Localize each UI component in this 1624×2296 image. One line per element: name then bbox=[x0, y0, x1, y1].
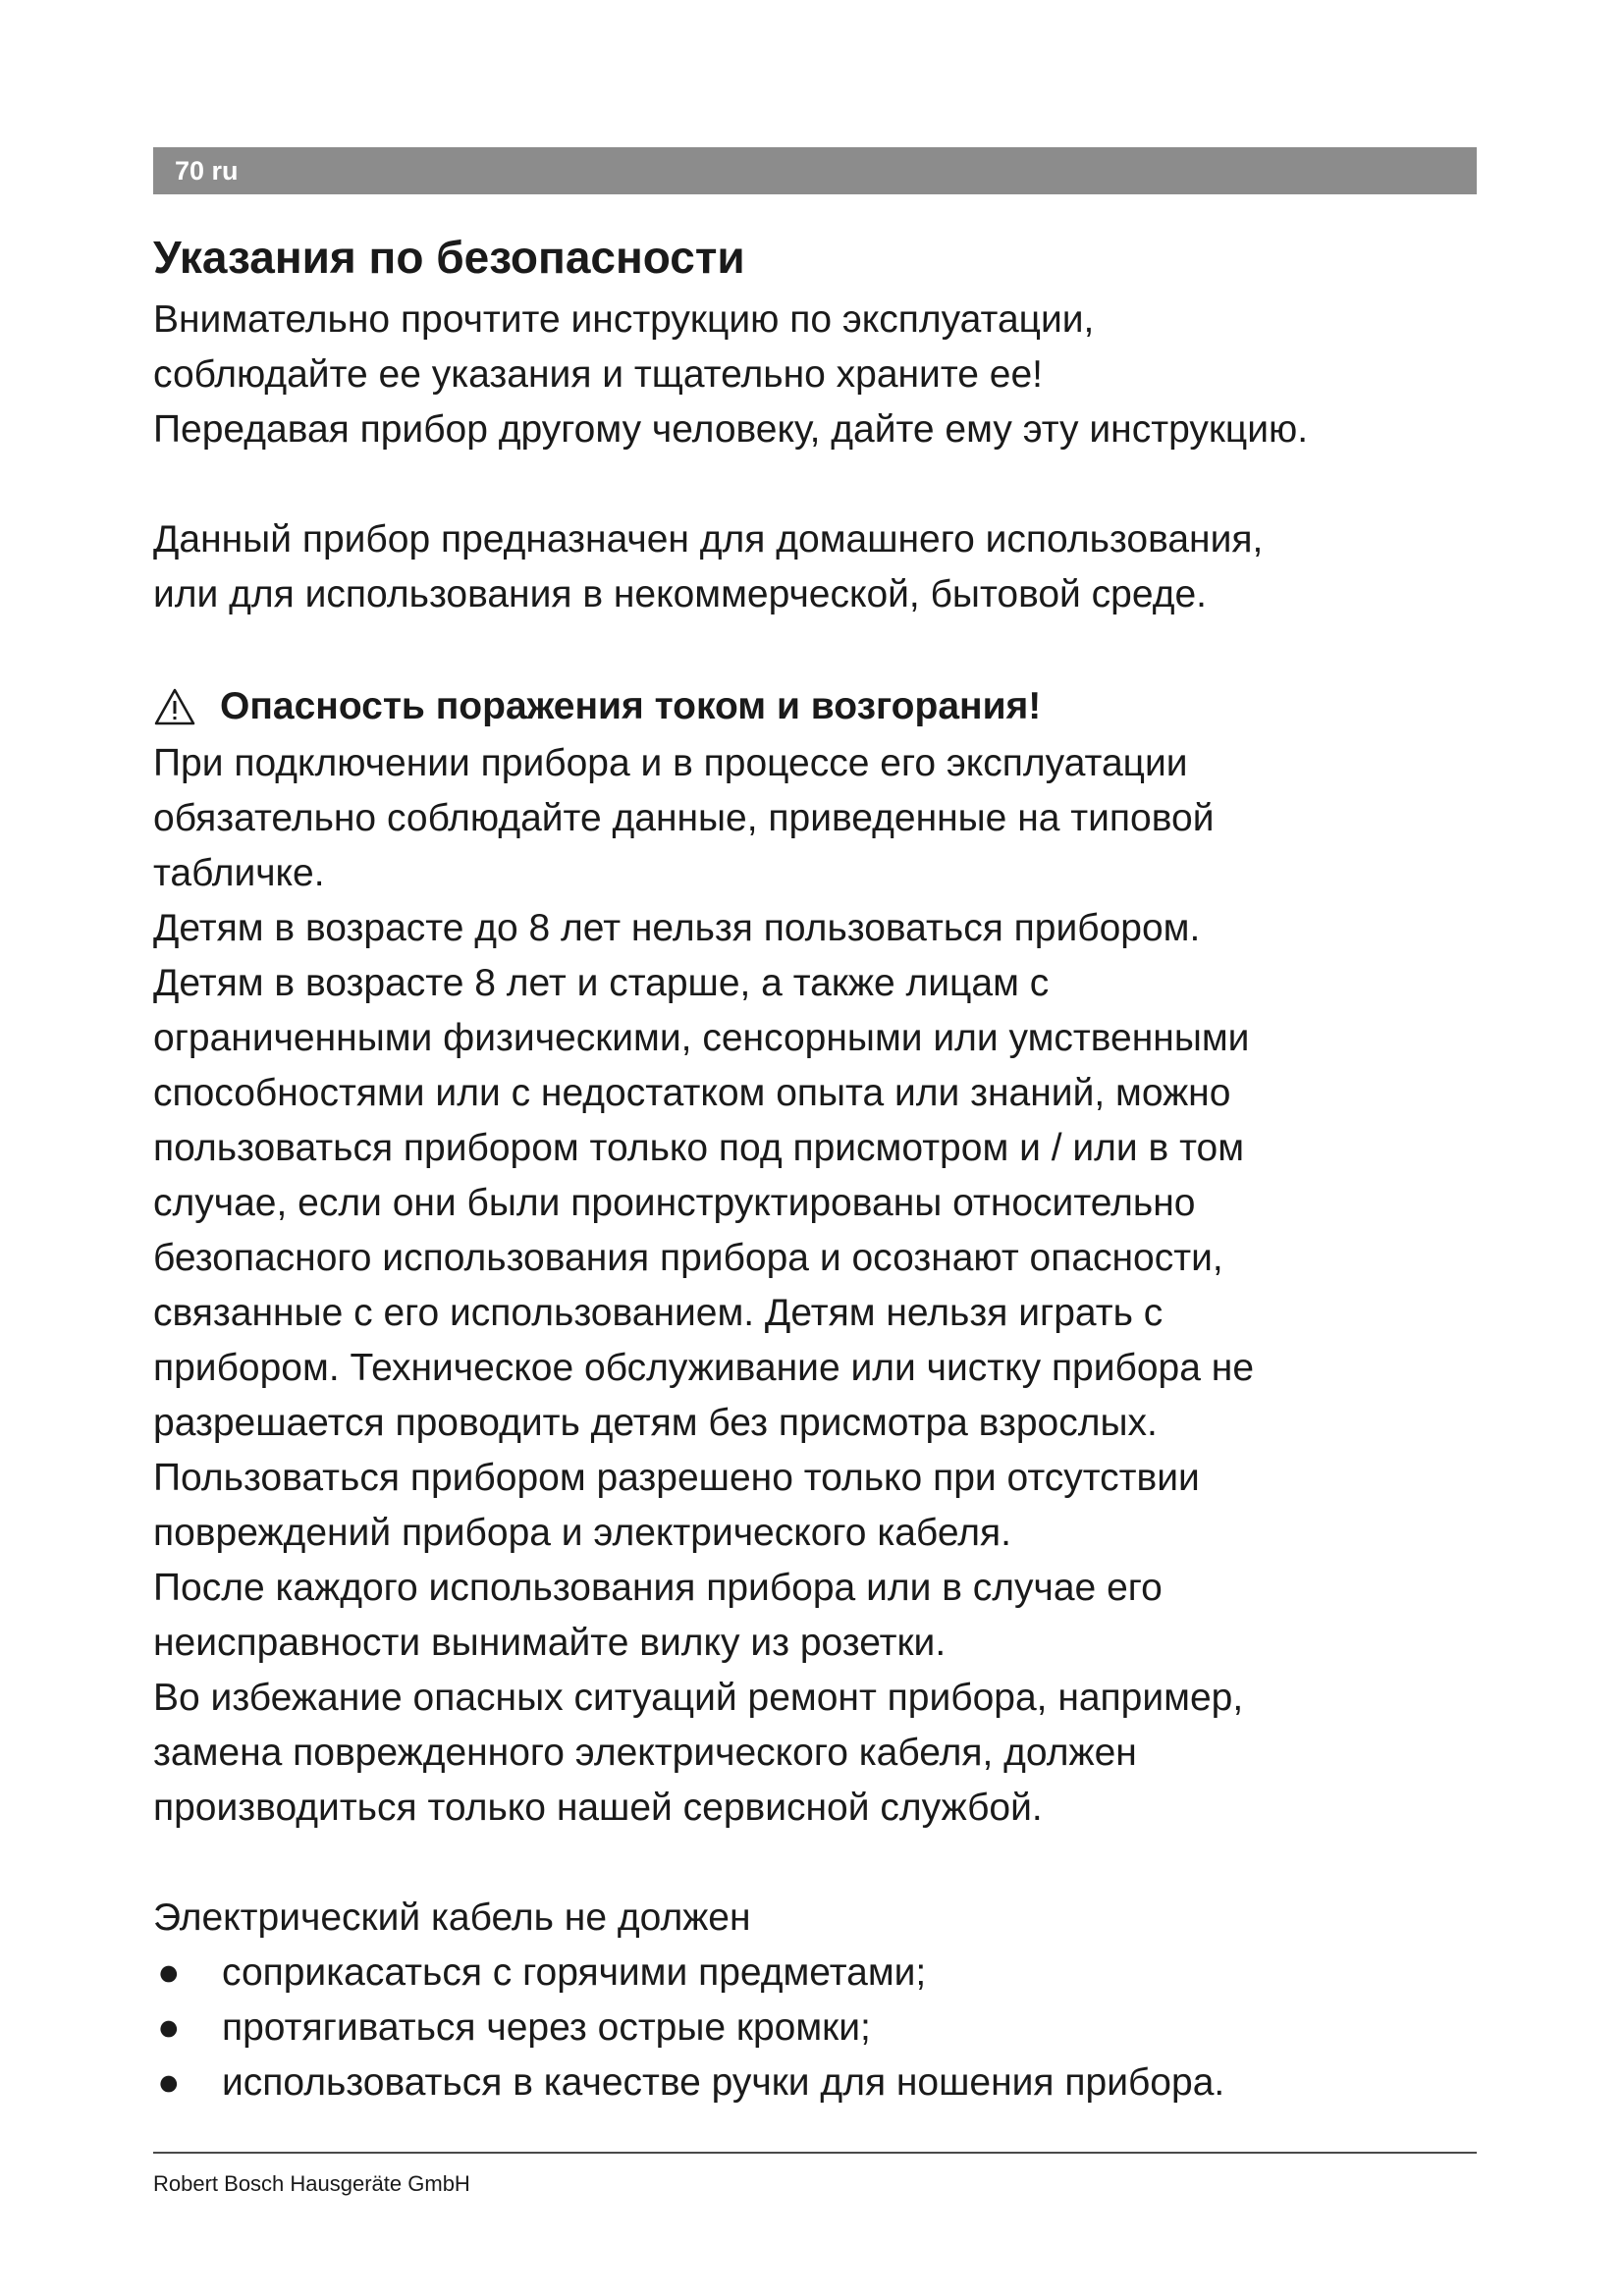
warning-line: Детям в возрасте до 8 лет нельзя пользоваться прибором. bbox=[153, 907, 1201, 949]
warning-line: неисправности вынимайте вилку из розетки. bbox=[153, 1622, 947, 1664]
warning-line: прибором. Техническое обслуживание или чистку прибора не bbox=[153, 1347, 1255, 1389]
warning-line: Во избежание опасных ситуаций ремонт прибора, например, bbox=[153, 1677, 1244, 1719]
intro-line: Передавая прибор другому человеку, дайте ему эту инструкцию. bbox=[153, 408, 1309, 451]
intro-block bbox=[153, 293, 1498, 457]
list-item-text: использоваться в качестве ручки для ношения прибора. bbox=[222, 2061, 1225, 2104]
usage-line: или для использования в некоммерческой, бытовой среде. bbox=[153, 573, 1207, 615]
warning-line: табличке. bbox=[153, 852, 325, 894]
list-item-text: соприкасаться с горячими предметами; bbox=[222, 1951, 927, 1994]
warning-line: замена поврежденного электрического кабеля, должен bbox=[153, 1732, 1137, 1774]
safety-section bbox=[153, 222, 1498, 2110]
warning-line: разрешается проводить детям без присмотра взрослых. bbox=[153, 1402, 1158, 1444]
warning-heading bbox=[153, 677, 1498, 736]
warning-line: Детям в возрасте 8 лет и старше, а также лицам с bbox=[153, 962, 1050, 1004]
warning-block bbox=[153, 677, 1498, 1836]
warning-line: Пользоваться прибором разрешено только при отсутствии bbox=[153, 1457, 1200, 1499]
list-item bbox=[153, 1946, 1498, 2001]
usage-line: Данный прибор предназначен для домашнего использования, bbox=[153, 518, 1264, 561]
cable-bullet-list bbox=[153, 1946, 1498, 2110]
warning-line: При подключении прибора и в процессе его эксплуатации bbox=[153, 742, 1188, 784]
warning-heading-text: Опасность поражения током и возгорания! bbox=[220, 685, 1042, 727]
intro-line: соблюдайте ее указания и тщательно храните ее! bbox=[153, 353, 1044, 396]
intro-line: Внимательно прочтите инструкцию по эксплуатации, bbox=[153, 298, 1095, 341]
warning-line: связанные с его использованием. Детям нельзя играть с bbox=[153, 1292, 1164, 1334]
usage-block bbox=[153, 512, 1498, 622]
warning-line: пользоваться прибором только под присмотром и / или в том bbox=[153, 1127, 1245, 1169]
bullet-icon: ● bbox=[157, 1951, 181, 1994]
warning-line: обязательно соблюдайте данные, приведенные на типовой bbox=[153, 797, 1215, 839]
bullet-icon: ● bbox=[157, 2006, 181, 2049]
page-number-label: 70 ru bbox=[175, 156, 239, 186]
warning-triangle-icon bbox=[153, 687, 196, 726]
page-header-bar bbox=[153, 147, 1477, 194]
bullet-icon: ● bbox=[157, 2061, 181, 2104]
warning-line: После каждого использования прибора или в случае его bbox=[153, 1567, 1163, 1609]
list-item bbox=[153, 2056, 1498, 2110]
footer-company: Robert Bosch Hausgeräte GmbH bbox=[153, 2171, 470, 2196]
warning-line: случае, если они были проинструктированы относительно bbox=[153, 1182, 1196, 1224]
cable-intro: Электрический кабель не должен bbox=[153, 1896, 751, 1939]
cable-block bbox=[153, 1891, 1498, 2110]
footer-divider bbox=[153, 2152, 1477, 2154]
warning-line: производиться только нашей сервисной службой. bbox=[153, 1787, 1043, 1829]
section-title: Указания по безопасности bbox=[153, 232, 745, 283]
warning-line: повреждений прибора и электрического кабеля. bbox=[153, 1512, 1011, 1554]
list-item-text: протягиваться через острые кромки; bbox=[222, 2006, 871, 2049]
list-item bbox=[153, 2001, 1498, 2056]
warning-line: безопасного использования прибора и осознают опасности, bbox=[153, 1237, 1223, 1279]
warning-line: способностями или с недостатком опыта или знаний, можно bbox=[153, 1072, 1231, 1114]
warning-line: ограниченными физическими, сенсорными или умственными bbox=[153, 1017, 1250, 1059]
